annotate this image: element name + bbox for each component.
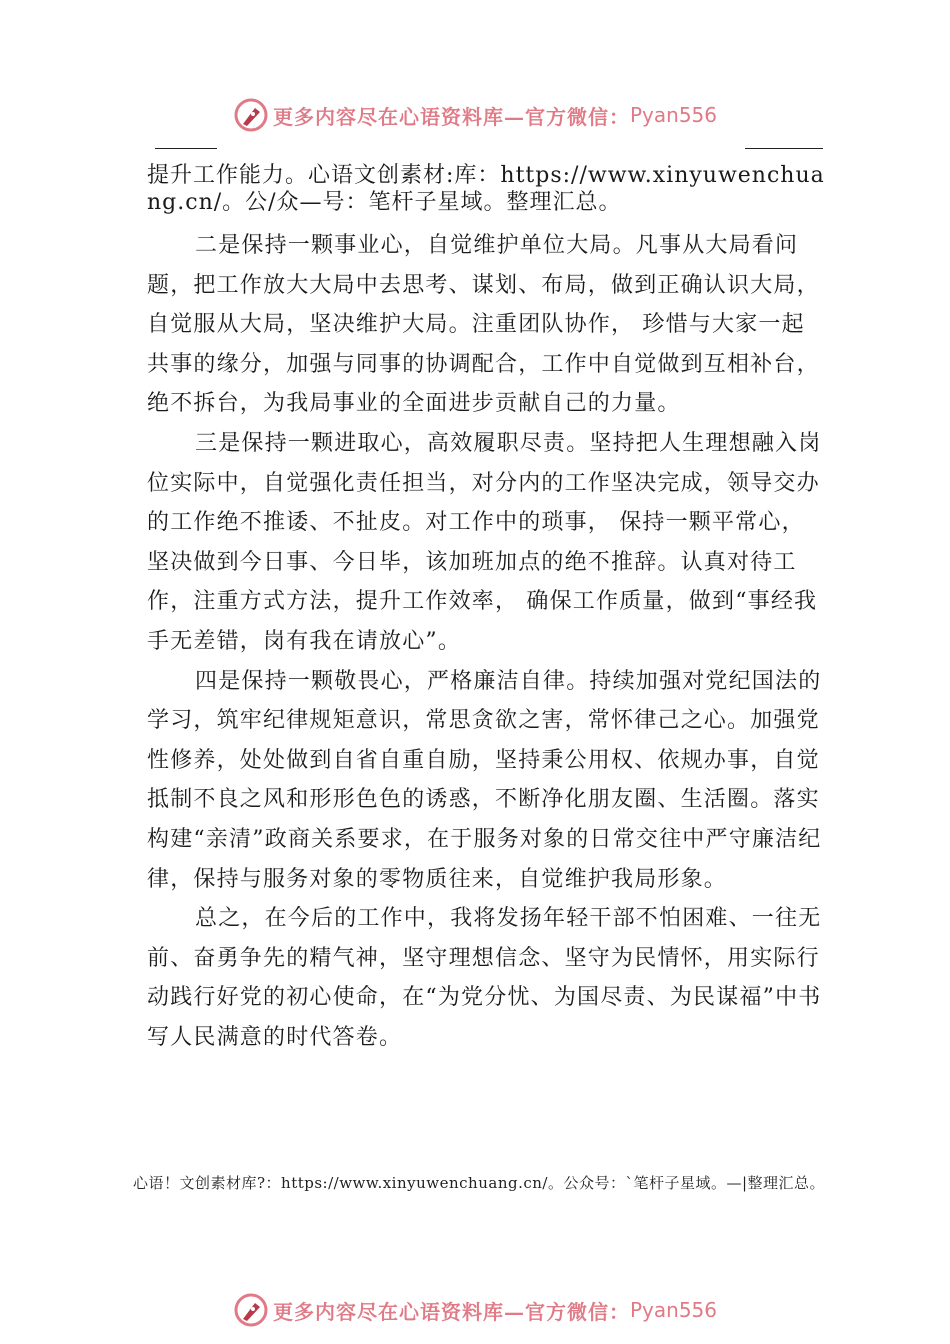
continuation-text: 提升工作能力。心语文创素材:库：https://www.xinyuwenchuang.cn/。公/众—号：笔杆子星域。整理汇总。	[147, 163, 825, 215]
footnote: 心语！文创素材库?：https://www.xinyuwenchuang.cn/。公众号：`笔杆子星域。—|整理汇总。	[133, 1174, 826, 1192]
header-banner	[0, 95, 950, 135]
paragraph: 三是保持一颗进取心，高效履职尽责。坚持把人生理想融入岗位实际中，自觉强化责任担当，对分内的工作坚决完成，领导交办的工作绝不推诿、不扯皮。对工作中的琐事， 保持一颗平常心，坚决做到今日事、今日毕，该加班加点的绝不推辞。认真对待工作，注重方式方法，提升工作效率， 确保工作质量，做到“事经我手无差错，岗有我在请放心”。	[147, 430, 822, 654]
header-rule-right	[745, 148, 823, 149]
paragraph: 二是保持一颗事业心，自觉维护单位大局。凡事从大局看问题，把工作放大大局中去思考、谋划、布局，做到正确认识大局，自觉服从大局，坚决维护大局。注重团队协作， 珍惜与大家一起共事的缘分，加强与同事的协调配合，工作中自觉做到互相补台，绝不拆台，为我局事业的全面进步贡献自己的力量。	[147, 233, 820, 417]
footer-banner	[0, 1290, 950, 1330]
footer-banner-title: 更多内容尽在心语资料库—官方微信：	[272, 1299, 630, 1324]
pen-nib-seal-icon	[233, 97, 269, 133]
footer-wechat-id: Pyan556	[629, 1298, 717, 1322]
pen-nib-seal-icon	[233, 1292, 269, 1328]
wechat-id: Pyan556	[629, 103, 717, 127]
paragraph: 四是保持一颗敬畏心，严格廉洁自律。持续加强对党纪国法的学习，筑牢纪律规矩意识，常思贪欲之害，常怀律己之心。加强党性修养，处处做到自省自重自励，坚持秉公用权、依规办事，自觉抵制不良之风和形形色色的诱惑，不断净化朋友圈、生活圈。落实构建“亲清”政商关系要求，在于服务对象的日常交往中严守廉洁纪律，保持与服务对象的零物质往来，自觉维护我局形象。	[147, 668, 822, 892]
document-body	[147, 162, 827, 1057]
header-rule-left	[155, 148, 217, 149]
paragraph: 总之，在今后的工作中，我将发扬年轻干部不怕困难、一往无前、奋勇争先的精气神，坚守理想信念、坚守为民情怀，用实际行动践行好党的初心使命，在“为党分忧、为国尽责、为民谋福”中书写人民满意的时代答卷。	[147, 906, 822, 1050]
banner-title: 更多内容尽在心语资料库—官方微信：	[272, 104, 630, 129]
